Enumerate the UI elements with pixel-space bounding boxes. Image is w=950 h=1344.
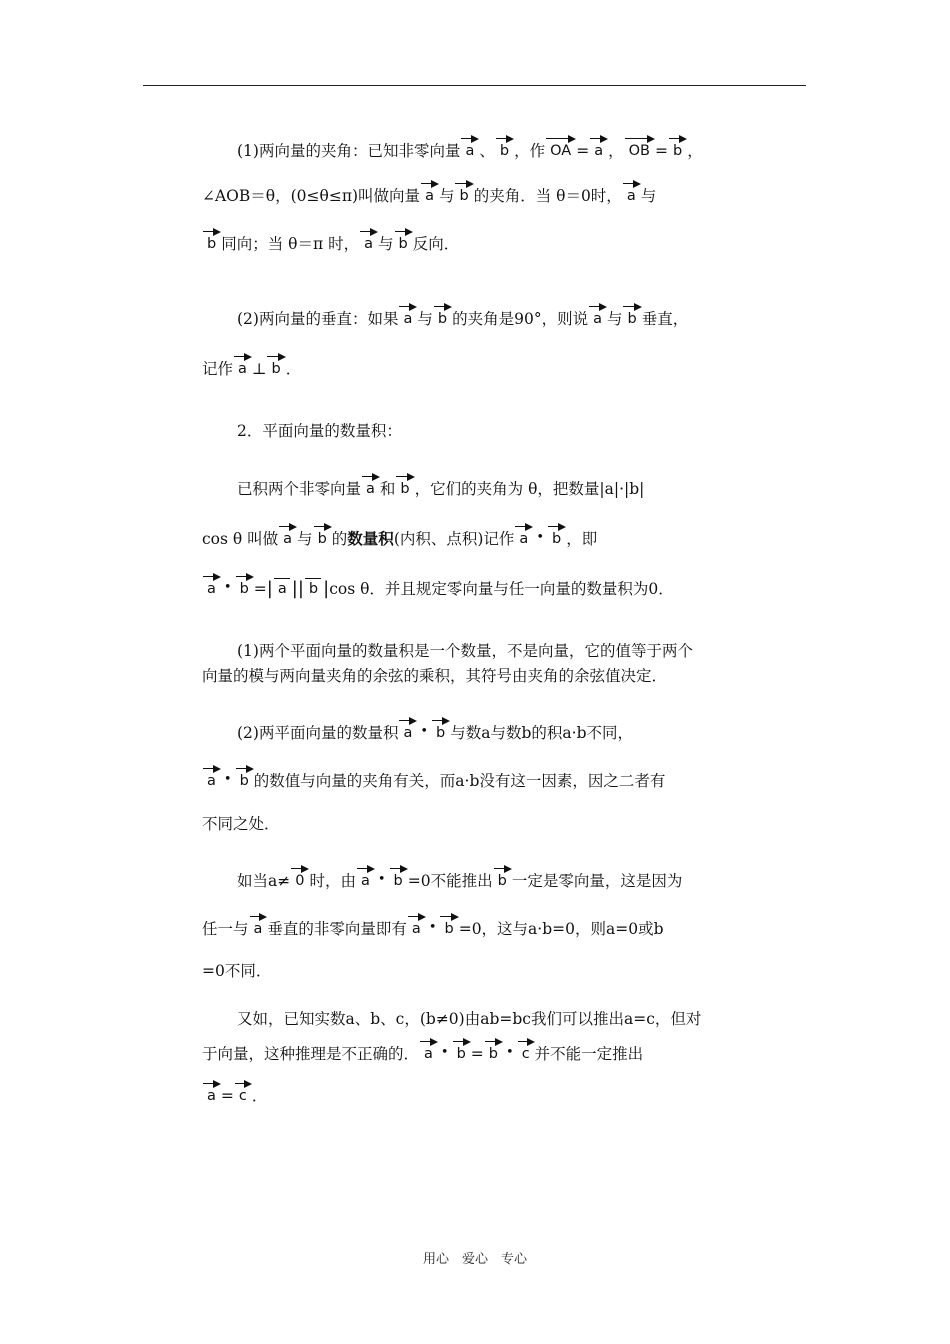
text: 与数a与数b的积a·b不同，	[450, 724, 634, 742]
text: cos θ 叫做	[202, 530, 279, 548]
text: 的数值与向量的夹角有关，而a·b没有这一因素，因之二者有	[253, 772, 666, 790]
text: 同向；当 θ＝π 时，	[221, 235, 360, 253]
vector-oa: OA	[546, 143, 575, 159]
vector-b: b	[485, 1046, 502, 1062]
vector-b: b	[455, 188, 472, 204]
text: (2)两平面向量的数量积	[237, 724, 399, 742]
vector-a: a	[274, 581, 291, 597]
text: ，	[687, 142, 703, 160]
vector-b: b	[396, 481, 413, 497]
vector-c: c	[518, 1046, 534, 1062]
text: (2)两向量的垂直：如果	[237, 310, 399, 328]
vector-b: b	[494, 873, 511, 889]
vector-a: a	[461, 143, 478, 159]
paragraph-line	[202, 1043, 643, 1067]
vector-a: a	[203, 773, 220, 789]
text: =	[576, 142, 590, 160]
paragraph-line	[202, 528, 597, 552]
vector-b: b	[548, 531, 565, 547]
text: =	[654, 142, 668, 160]
vector-a: a	[399, 725, 416, 741]
perp-symbol: ⊥	[251, 360, 267, 378]
vector-a: a	[360, 236, 377, 252]
text: 已积两个非零向量	[237, 480, 362, 498]
paragraph-line	[202, 358, 301, 380]
vector-a: a	[421, 188, 438, 204]
vector-b: b	[236, 581, 253, 597]
text: 如当a≠	[237, 872, 291, 890]
equals-sign: =	[470, 1045, 484, 1063]
text: ，它们的夹角为 θ，把数量|a|·|b|	[414, 480, 645, 498]
text: 、	[479, 142, 495, 160]
text: 并不能一定推出	[534, 1045, 644, 1063]
vector-a: a	[357, 873, 374, 889]
paragraph-line	[202, 185, 656, 207]
text: 与	[377, 235, 394, 253]
vector-a: a	[203, 581, 220, 597]
text: 与	[640, 187, 657, 205]
text: (内积、点积)记作	[393, 530, 515, 548]
vector-ob: OB	[625, 143, 654, 159]
vector-a: a	[399, 311, 416, 327]
section-2-heading: 2．平面向量的数量积：	[237, 422, 402, 440]
text: 与	[438, 187, 455, 205]
paragraph-line	[202, 770, 665, 794]
text: ∠AOB＝θ，(0≤θ≤π)叫做向量	[202, 187, 421, 205]
paragraph-line	[202, 578, 674, 602]
vector-b: b	[453, 1046, 470, 1062]
vector-b: b	[434, 311, 451, 327]
text: ，即	[566, 530, 598, 548]
text: 的夹角．当 θ＝0时，	[473, 187, 622, 205]
text: 时，由	[309, 872, 356, 890]
paragraph-line: =0不同．	[202, 962, 272, 980]
vector-a: a	[515, 531, 532, 547]
vector-b: b	[390, 873, 407, 889]
text: =0不能推出	[407, 872, 493, 890]
equals-sign: =	[253, 580, 267, 598]
abs-bar: |	[297, 578, 304, 599]
text: 与	[297, 530, 313, 548]
page-footer: 用心 爱心 专心	[422, 1252, 527, 1267]
text: 垂直，	[641, 310, 689, 328]
paragraph-line	[202, 1085, 267, 1107]
abs-bar: |	[266, 578, 273, 599]
dot-operator: •	[428, 920, 437, 935]
dot-operator: •	[377, 872, 386, 887]
text: 的	[331, 530, 348, 548]
vector-a: a	[420, 1046, 437, 1062]
dot-operator: •	[223, 580, 232, 595]
text: 与	[606, 310, 623, 328]
text: 于向量，这种推理是不正确的．	[202, 1045, 420, 1063]
vector-b: b	[395, 236, 412, 252]
vector-c: c	[235, 1088, 251, 1104]
dot-operator: •	[506, 1045, 514, 1060]
equals-sign: =	[220, 1087, 234, 1105]
abs-bar: |	[291, 578, 298, 599]
dot-operator: •	[223, 772, 232, 787]
text: ．	[285, 360, 302, 378]
paragraph-line: (1)两个平面向量的数量积是一个数量，不是向量，它的值等于两个	[237, 642, 693, 660]
vector-a: a	[408, 921, 425, 937]
text: 的夹角是90°，则说	[452, 310, 589, 328]
vector-b: b	[203, 236, 220, 252]
vector-b: b	[440, 921, 457, 937]
vector-a: a	[250, 921, 267, 937]
vector-b: b	[314, 531, 331, 547]
text: 反向．	[412, 235, 460, 253]
dot-operator: •	[536, 530, 544, 545]
vector-b: b	[496, 143, 513, 159]
vector-b: b	[236, 773, 253, 789]
vector-a: a	[362, 481, 379, 497]
vector-b: b	[432, 725, 449, 741]
text: 记作	[202, 360, 234, 378]
text: 任一与	[202, 920, 249, 938]
term-dot-product: 数量积	[347, 529, 394, 548]
dot-operator: •	[420, 724, 429, 739]
paragraph-line: 不同之处．	[202, 815, 280, 833]
vector-a: a	[589, 311, 606, 327]
vector-b: b	[623, 311, 640, 327]
text: 与	[417, 310, 433, 328]
paragraph-line: 又如，已知实数a、b、c，(b≠0)由ab=bc我们可以推出a=c，但对	[237, 1010, 702, 1028]
abs-bar: |	[323, 578, 330, 599]
paragraph-line	[237, 870, 682, 894]
vector-b: b	[669, 143, 686, 159]
text: 和	[379, 480, 396, 498]
paragraph-line	[202, 918, 664, 942]
text: ，作	[514, 142, 546, 160]
paragraph-line: 向量的模与两向量夹角的余弦的乘积，其符号由夹角的余弦值决定．	[202, 667, 668, 685]
paragraph-line	[202, 233, 459, 255]
text: 一定是零向量，这是因为	[511, 872, 683, 890]
text: 垂直的非零向量即有	[267, 920, 407, 938]
text: =0，这与a·b=0，则a=0或b	[458, 920, 664, 938]
text: ，	[608, 142, 624, 160]
text: (1)两向量的夹角：已知非零向量	[237, 142, 461, 160]
vector-a: a	[590, 143, 607, 159]
header-rule	[143, 85, 806, 86]
vector-a: a	[234, 361, 251, 377]
text: ．	[251, 1087, 268, 1105]
vector-b: b	[267, 361, 284, 377]
paragraph-line	[237, 140, 703, 162]
vector-a: a	[623, 188, 640, 204]
dot-operator: •	[440, 1045, 449, 1060]
paragraph-line	[237, 308, 688, 330]
vector-zero: 0	[291, 873, 308, 889]
paragraph-line	[237, 722, 633, 746]
vector-b: b	[305, 581, 322, 597]
vector-a: a	[279, 531, 296, 547]
paragraph-line	[237, 478, 644, 500]
text: cos θ．并且规定零向量与任一向量的数量积为0．	[329, 580, 674, 598]
vector-a: a	[203, 1088, 220, 1104]
